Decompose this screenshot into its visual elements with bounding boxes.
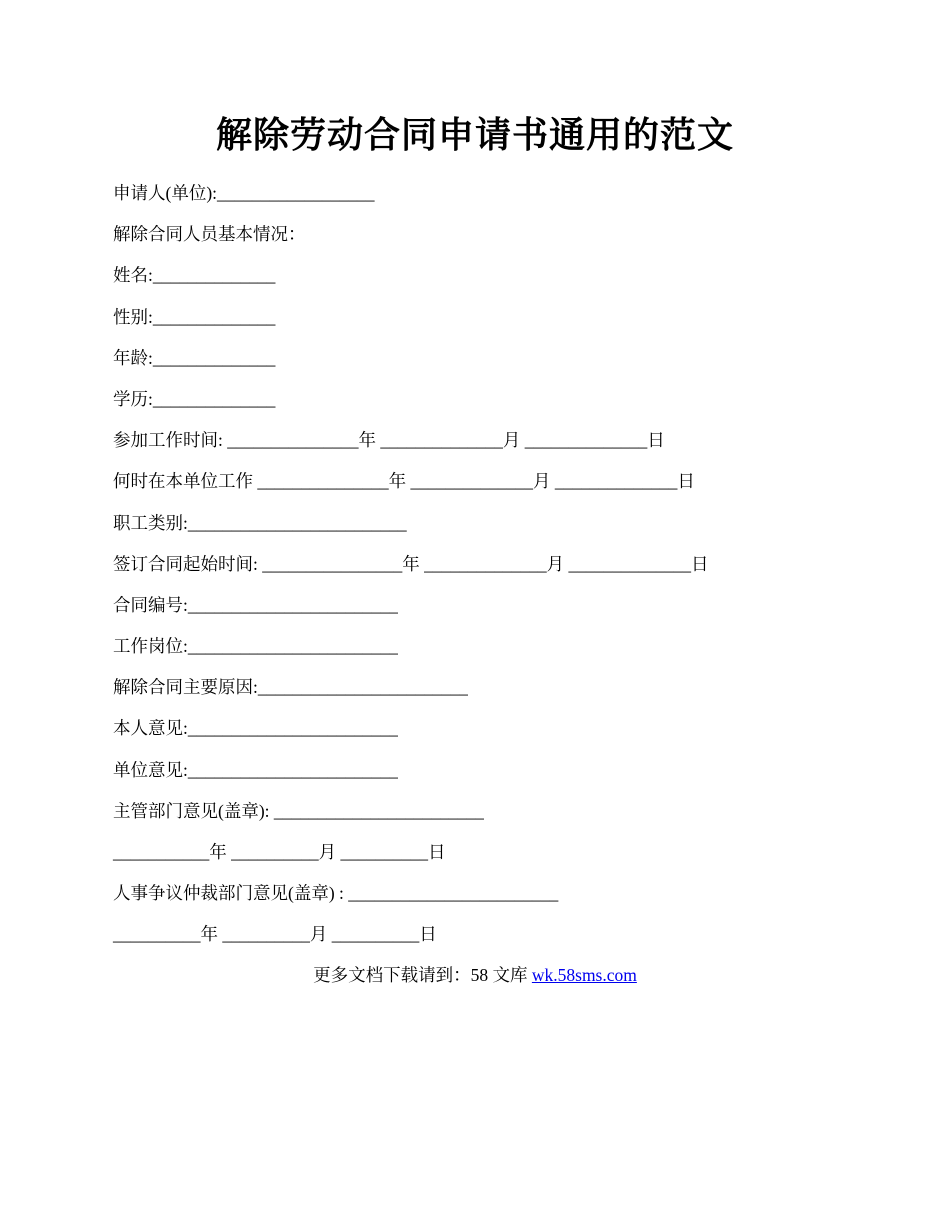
arbitration-opinion-line: 人事争议仲裁部门意见(盖章) : ________________________	[113, 883, 559, 904]
department-date-line: ___________年 __________月 __________日	[113, 842, 446, 862]
arbitration-date-line: __________年 __________月 __________日	[113, 924, 437, 945]
personal-opinion-line: 本人意见:________________________	[113, 718, 398, 739]
unit-opinion-line: 单位意见:________________________	[113, 759, 398, 780]
join-unit-date-line: 何时在本单位工作 _______________年 ______________月 ______________日	[113, 471, 695, 492]
education-line: 学历:______________	[113, 388, 276, 409]
name-line: 姓名:______________	[113, 265, 276, 286]
gender-line: 性别:______________	[113, 306, 276, 327]
footer	[0, 958, 950, 992]
employee-category-line: 职工类别:_________________________	[113, 512, 407, 533]
form-lines	[113, 176, 873, 959]
work-start-date-line: 参加工作时间: _______________年 ______________月 ______________日	[113, 430, 665, 451]
termination-reason-line: 解除合同主要原因:________________________	[113, 677, 468, 698]
contract-start-date-line: 签订合同起始时间: ________________年 ______________月 ______________日	[113, 553, 709, 574]
applicant-line: 申请人(单位):__________________	[113, 183, 375, 203]
contract-number-line: 合同编号:________________________	[113, 594, 398, 615]
basic-info-heading: 解除合同人员基本情况：	[113, 224, 306, 245]
footer-link[interactable]: wk.58sms.com	[531, 965, 637, 985]
department-opinion-line: 主管部门意见(盖章): ________________________	[113, 800, 484, 821]
footer-text: 更多文档下载请到：58 文库	[313, 965, 532, 985]
document-title: 解除劳动合同申请书通用的范文	[215, 115, 734, 155]
age-line: 年龄:______________	[113, 347, 276, 368]
job-position-line: 工作岗位:________________________	[113, 636, 398, 657]
